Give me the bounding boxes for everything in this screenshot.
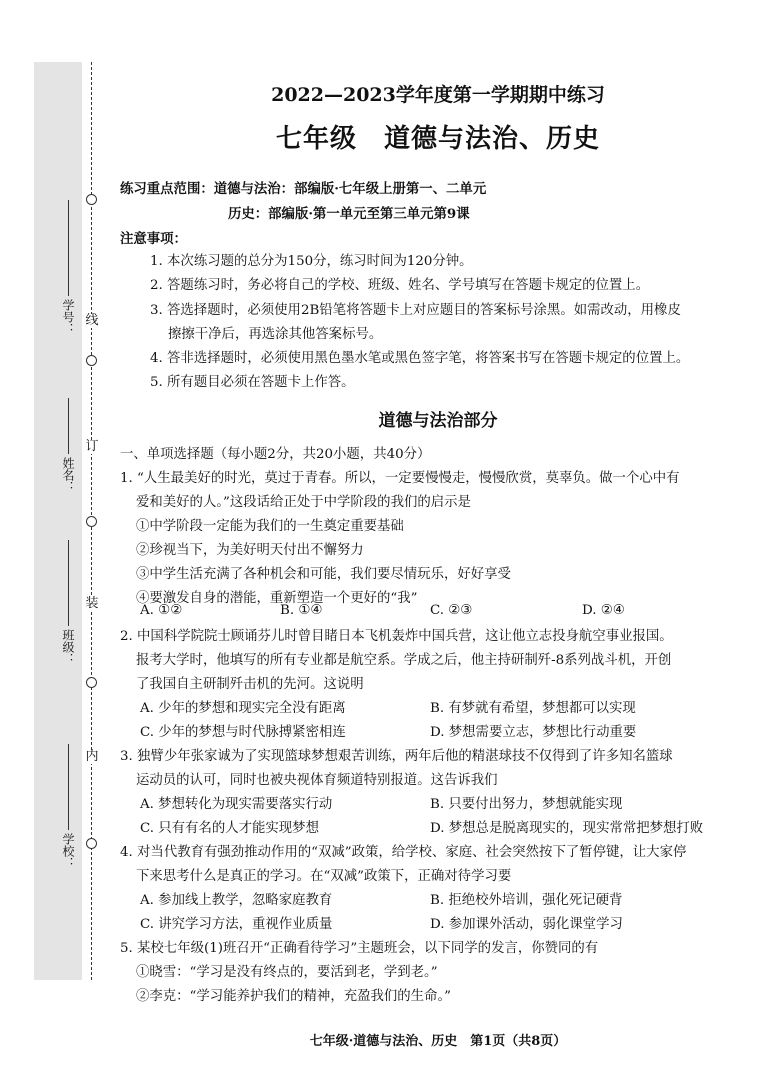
q2-option-d[interactable]: D. 梦想需要立志，梦想比行动重要	[430, 725, 637, 740]
q5-stem: 5. 某校七年级(1)班召开“正确看待学习”主题班会，以下同学的发言，你赞同的有	[120, 941, 599, 956]
school-field[interactable]	[60, 744, 76, 869]
q3-option-d[interactable]: D. 梦想总是脱离现实的，现实常常把梦想打败	[430, 821, 704, 836]
note-3: 3. 答选择题时，必须使用2B铅笔将答题卡上对应题目的答案标号涂黑。如需改动，用橡皮	[150, 303, 681, 318]
binding-hole	[86, 838, 97, 849]
note-5: 5. 所有题目必须在答题卡上作答。	[150, 375, 355, 390]
q5-item: ②李克：“学习能养护我们的精神，充盈我们的生命。”	[136, 989, 451, 1004]
page-footer: 七年级·道德与法治、历史 第1页（共8页）	[309, 1034, 567, 1049]
section-title: 道德与法治部分	[378, 411, 498, 431]
part-heading: 一、单项选择题（每小题2分，共20小题，共40分）	[120, 447, 431, 462]
student-number-label: 学号：	[61, 299, 75, 335]
q2-stem-cont: 了我国自主研制歼击机的先河。这说明	[136, 677, 364, 692]
q1-option-a[interactable]: A. ①②	[140, 603, 183, 618]
q3-stem-cont: 运动员的认可，同时也被央视体育频道特别报道。这告诉我们	[136, 773, 498, 788]
q3-option-b[interactable]: B. 只要付出努力，梦想就能实现	[430, 797, 623, 812]
note-1: 1. 本次练习题的总分为150分，练习时间为120分钟。	[150, 254, 473, 269]
cut-line-label: 装	[85, 596, 99, 611]
q1-item: ③中学生活充满了各种机会和可能，我们要尽情玩乐，好好享受	[136, 567, 511, 582]
q5-item: ①晓雪：“学习是没有终点的，要活到老，学到老。”	[136, 965, 438, 980]
class-field[interactable]	[60, 540, 76, 665]
name-label: 姓名：	[61, 457, 75, 493]
cut-line-label: 线	[85, 313, 99, 328]
cut-line-label: 订	[85, 439, 99, 454]
q1-item: ④要激发自身的潜能，重新塑造一个更好的“我”	[136, 591, 418, 606]
exam-title: 2022—2023学年度第一学期期中练习	[271, 84, 605, 106]
school-label: 学校：	[61, 833, 75, 869]
exam-subtitle: 七年级 道德与法治、历史	[275, 124, 600, 154]
binding-hole	[86, 355, 97, 366]
note-3-cont: 擦擦干净后，再选涂其他答案标号。	[168, 327, 383, 342]
q1-option-b[interactable]: B. ①④	[280, 603, 323, 618]
q3-option-a[interactable]: A. 梦想转化为现实需要落实行动	[140, 797, 333, 812]
q1-option-c[interactable]: C. ②③	[430, 603, 473, 618]
q3-option-c[interactable]: C. 只有有名的人才能实现梦想	[140, 821, 319, 836]
binding-hole	[86, 677, 97, 688]
q4-option-a[interactable]: A. 参加线上教学，忽略家庭教育	[140, 893, 333, 908]
scope-line-1: 练习重点范围：道德与法治：部编版·七年级上册第一、二单元	[120, 181, 487, 197]
binding-hole	[86, 194, 97, 205]
q2-stem-cont: 报考大学时，他填写的所有专业都是航空系。学成之后，他主持研制歼-8系列战斗机，开创	[136, 653, 672, 668]
q4-option-c[interactable]: C. 讲究学习方法，重视作业质量	[140, 917, 333, 932]
notes-heading: 注意事项：	[120, 231, 187, 247]
q1-stem-cont: 爱和美好的人。”这段话给正处于中学阶段的我们的启示是	[136, 495, 471, 510]
q2-option-c[interactable]: C. 少年的梦想与时代脉搏紧密相连	[140, 725, 346, 740]
cut-line-label: 内	[85, 749, 99, 764]
student-number-field[interactable]	[60, 200, 76, 335]
note-4: 4. 答非选择题时，必须使用黑色墨水笔或黑色签字笔，将答案书写在答题卡规定的位置上。	[150, 351, 690, 366]
name-field[interactable]	[60, 398, 76, 493]
q2-stem: 2. 中国科学院院士顾诵芬儿时曾目睹日本飞机轰炸中国兵营，这让他立志投身航空事业报国。	[120, 629, 673, 644]
q4-stem-cont: 下来思考什么是真正的学习。在“双减”政策下，正确对待学习要	[136, 869, 512, 884]
scope-line-2: 历史：部编版·第一单元至第三单元第9课	[228, 206, 470, 222]
note-2: 2. 答题练习时，务必将自己的学校、班级、姓名、学号填写在答题卡规定的位置上。	[150, 278, 650, 293]
q3-stem: 3. 独臂少年张家诚为了实现篮球梦想艰苦训练，两年后他的精湛球技不仅得到了许多知名篮球	[120, 749, 673, 764]
q4-option-b[interactable]: B. 拒绝校外培训，强化死记硬背	[430, 893, 623, 908]
q1-item: ②珍视当下，为美好明天付出不懈努力	[136, 543, 364, 558]
q1-option-d[interactable]: D. ②④	[582, 603, 625, 618]
q4-option-d[interactable]: D. 参加课外活动，弱化课堂学习	[430, 917, 623, 932]
binding-hole	[86, 516, 97, 527]
q1-stem: 1. “人生最美好的时光，莫过于青春。所以，一定要慢慢走，慢慢欣赏，莫辜负。做一个心中有	[120, 471, 680, 486]
class-label: 班级：	[61, 629, 75, 665]
q2-option-b[interactable]: B. 有梦就有希望，梦想都可以实现	[430, 701, 636, 716]
q2-option-a[interactable]: A. 少年的梦想和现实完全没有距离	[140, 701, 346, 716]
q1-item: ①中学阶段一定能为我们的一生奠定重要基础	[136, 519, 404, 534]
q4-stem: 4. 对当代教育有强劲推动作用的“双减”政策，给学校、家庭、社会突然按下了暂停键，让大家停	[120, 845, 687, 860]
